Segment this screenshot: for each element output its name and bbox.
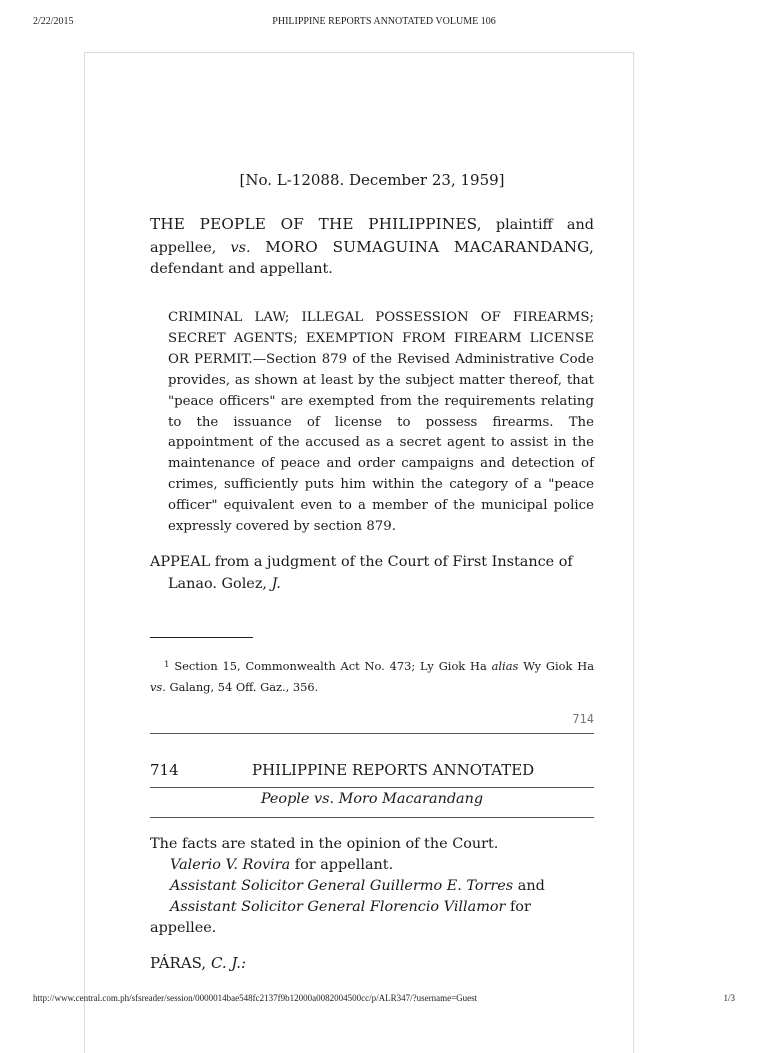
running-head-rule-bottom [150,817,594,818]
counsel-appellee-2-name: Assistant Solicitor General Florencio Villamor [170,899,506,915]
page-divider [150,733,594,734]
defendant-role: defendant and appellant. [150,261,333,277]
running-head [150,761,594,779]
appeal-lead: APPEAL [150,554,211,570]
footnote-rule [150,637,253,638]
facts-block [150,834,594,939]
counsel-and: and [513,878,545,894]
ponente-title: C. J.: [210,954,247,972]
footnote [150,655,594,697]
page-marker: 714 [572,712,594,726]
counsel-for: for [505,899,531,915]
counsel-appellee-2 [150,897,594,918]
syllabus-text: —Section 879 of the Revised Administrative Code provides, as shown at least by the subject matter thereof, that "peace officers" are exempted from the requirements relating to the issuance of license to possess firearms. The appointment of the accused as a secret agent to assist in the maintenance of peace and order campaigns and detection of crimes, sufficiently puts him within the category of a "peace officer" equivalent even to a member of the municipal police expressly covered by section 879. [168,351,594,535]
case-parties [150,214,594,281]
syllabus-topic: CRIMINAL LAW; ILLEGAL POSSESSION OF FIREARMS; SECRET AGENTS; EXEMPTION FROM FIREARM LICENSE OR PERMIT. [168,310,594,367]
appeal-cont: Lanao. Golez, [168,575,272,592]
case-number: [No. L-12088. December 23, 1959] [239,171,505,189]
running-head-subtitle: People vs. Moro Macarandang [260,791,484,807]
versus: vs. [230,239,251,256]
appeal-judge: J. [271,575,281,592]
syllabus [168,308,594,538]
facts-line: The facts are stated in the opinion of the Court. [150,836,499,852]
print-date: 2/22/2015 [33,16,74,27]
footnote-text-a: Section 15, Commonwealth Act No. 473; Ly Giok Ha [169,659,492,673]
ponente-name: PÁRAS, [150,954,211,972]
appeal-statement [150,552,594,595]
ponente [150,954,246,972]
appeal-text: from a judgment of the Court of First Instance of [210,554,573,570]
running-head-title: PHILIPPINE REPORTS ANNOTATED [252,761,535,779]
counsel-appellant [150,855,594,876]
plaintiff-role: plaintiff and appellee, [150,217,594,256]
defendant-name: MORO SUMAGUINA MACARANDANG, [250,237,594,256]
footnote-marker: 1 [164,660,170,670]
footnote-text-c: Galang, 54 Off. Gaz., 356. [165,679,319,694]
running-head-page: 714 [150,761,179,779]
counsel-appellant-name: Valerio V. Rovira [170,857,291,873]
counsel-appellee-role: appellee. [150,920,217,936]
footnote-text-b: Wy Giok Ha [518,659,594,673]
footnote-vs: vs. [150,679,166,694]
footnote-alias: alias [491,659,519,673]
print-title: PHILIPPINE REPORTS ANNOTATED VOLUME 106 [272,16,496,27]
plaintiff-name: THE PEOPLE OF THE PHILIPPINES, [150,215,482,233]
counsel-appellee-1-name: Assistant Solicitor General Guillermo E. Torres [170,878,514,894]
counsel-appellee-1 [150,876,594,897]
running-head-rule-top [150,787,594,788]
print-url: http://www.central.com.ph/sfsreader/session/0000014bae548fc2137f9b12000a0082004500cc/p/ALR347/?username=Guest [33,993,478,1003]
counsel-appellant-role: for appellant. [290,857,394,873]
print-page-number: 1/3 [723,993,735,1003]
